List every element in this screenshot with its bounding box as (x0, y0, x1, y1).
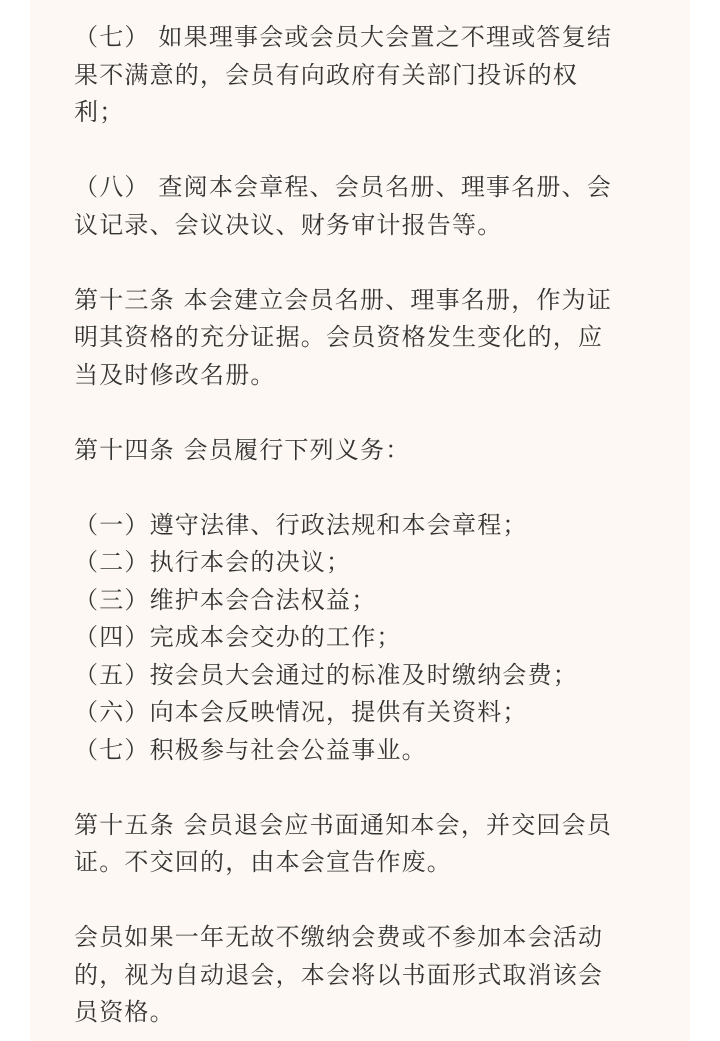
text-line: （七） 如果理事会或会员大会置之不理或答复结 (74, 23, 613, 51)
duty-item: （二）执行本会的决议； (74, 548, 352, 576)
duty-item: （七）积极参与社会公益事业。 (74, 735, 427, 764)
paragraph-article-13 (74, 282, 644, 395)
paragraph-article-15 (74, 807, 644, 882)
paragraph-auto-withdrawal (74, 919, 644, 1032)
duty-item: （六）向本会反映情况，提供有关资料； (74, 698, 528, 726)
text-line: 第十三条 本会建立会员名册、理事名册，作为证 (74, 285, 613, 314)
text-line: 第十四条 会员履行下列义务： (74, 435, 411, 464)
paragraph-item-7-complaint (74, 19, 644, 132)
text-line: 议记录、会议决议、财务审计报告等。 (74, 210, 503, 239)
duty-item: （五）按会员大会通过的标准及时缴纳会费； (74, 660, 578, 689)
paragraph-item-8-consult (74, 169, 644, 244)
text-line: 证。不交回的，由本会宣告作废。 (74, 848, 452, 876)
text-line: 的，视为自动退会，本会将以书面形式取消该会 (74, 960, 604, 989)
paragraph-article-14-duties (74, 507, 644, 770)
text-line: 员资格。 (74, 998, 175, 1026)
duty-item: （四）完成本会交办的工作； (74, 623, 402, 651)
text-line: 当及时修改名册。 (74, 360, 276, 389)
text-line: 果不满意的，会员有向政府有关部门投诉的权 (74, 60, 578, 89)
text-line: 会员如果一年无故不缴纳会费或不参加本会活动 (74, 923, 604, 951)
text-line: 第十五条 会员退会应书面通知本会，并交回会员 (74, 810, 613, 839)
paragraph-article-14-heading (74, 432, 644, 470)
duty-item: （一）遵守法律、行政法规和本会章程； (74, 510, 528, 539)
article-content (74, 19, 644, 1032)
text-line: 利； (74, 98, 125, 126)
document-page (30, 0, 690, 1041)
text-line: 明其资格的充分证据。会员资格发生变化的，应 (74, 323, 604, 351)
duty-item: （三）维护本会合法权益； (74, 585, 377, 614)
text-line: （八） 查阅本会章程、会员名册、理事名册、会 (74, 173, 613, 201)
